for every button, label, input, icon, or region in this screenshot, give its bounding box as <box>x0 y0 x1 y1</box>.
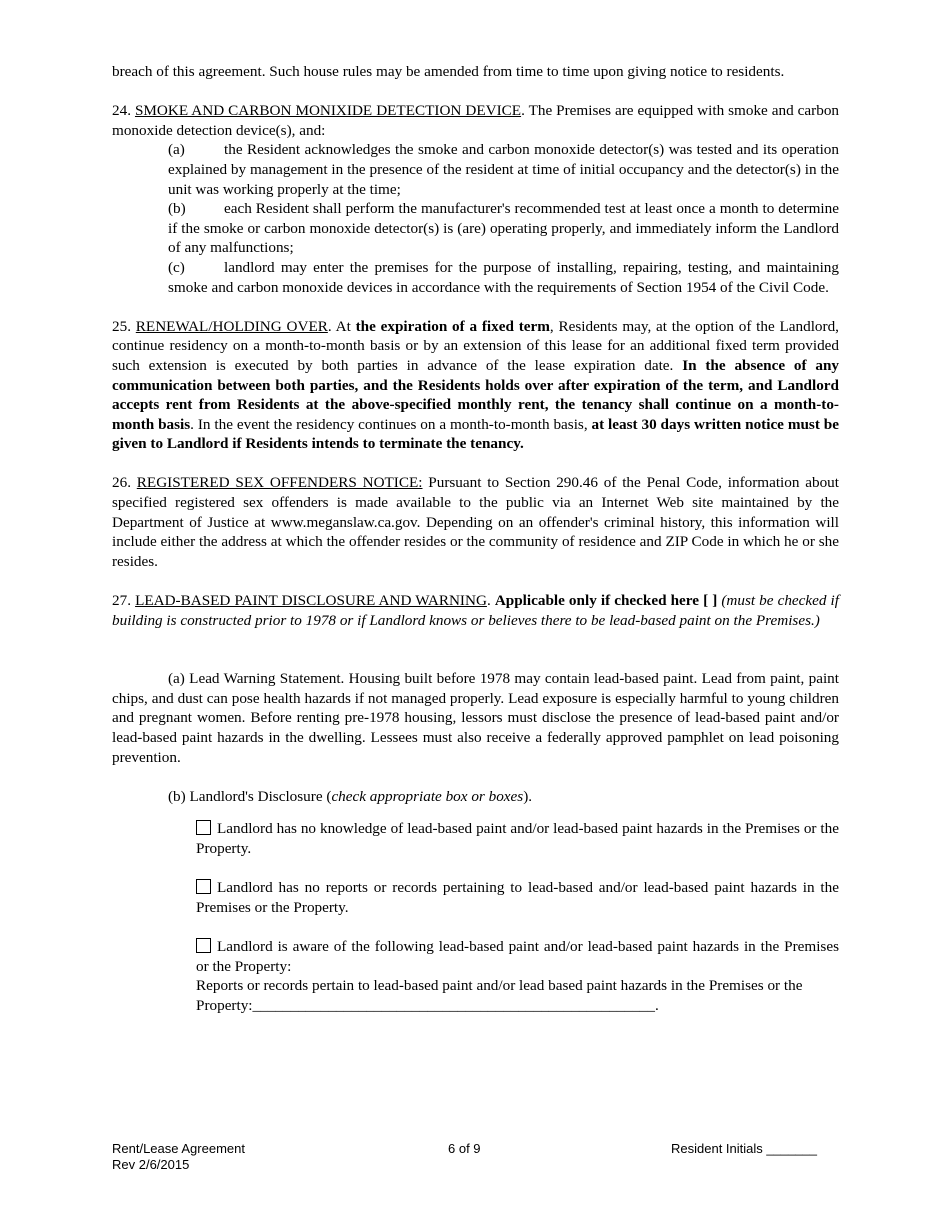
disclosure-label-end: ). <box>523 787 533 805</box>
section-24-item-a <box>168 140 839 199</box>
section-25 <box>112 317 839 454</box>
footer-left <box>112 1141 245 1173</box>
section-25-heading: RENEWAL/HOLDING OVER <box>135 317 328 335</box>
section-26-text: Pursuant to Section 290.46 of the Penal Code, information about specified registered sex offenders is made available to the public via an Internet Web site maintained by the Department of Justice at www.meganslaw.ca.gov. Depending on an offender's criminal history, this information will include either the address at which the offender resides or the community of residence and ZIP Code in which he or she resides. <box>112 474 839 570</box>
intro-paragraph: breach of this agreement. Such house rules may be amended from time to time upon giving notice to residents. <box>112 63 785 80</box>
landlord-disclosure-label <box>168 787 839 807</box>
lead-warning-statement: (a) Lead Warning Statement. Housing built before 1978 may contain lead-based paint. Lead from paint, paint chips, and dust can pose health hazards if not managed properly. Lead exposure is especially harmful to young children and pregnant women. Before renting pre-1978 housing, lessors must disclose the presence of lead-based paint and/or lead-based paint hazards in the dwelling. Lessees must also receive a federally approved pamphlet on lead poisoning prevention. <box>112 670 839 766</box>
section-25-bold-2: In the absence of any communication between both parties, and the Residents holds over after expiration of the term, and Landlord accepts rent from Residents at the above-specified monthly rent, the tenancy shall continue on a month-to-month basis <box>112 356 840 433</box>
section-25-bold-3: at least 30 days written notice must be given to Landlord if Residents intends to terminate the tenancy. <box>112 415 839 453</box>
item-b-text: each Resident shall perform the manufacturer's recommended test at least once a month to determine if the smoke or carbon monoxide detector(s) is (are) operating properly, and immediately inform the Landlord of any malfunctions; <box>168 200 839 257</box>
section-24-item-c <box>168 258 839 297</box>
footer-resident-initials: Resident Initials _______ <box>671 1141 817 1156</box>
section-24-lead: . The Premises are equipped with smoke and carbon monoxide detection device(s), and: <box>112 102 840 139</box>
section-24-heading: SMOKE AND CARBON MONIXIDE DETECTION DEVICE <box>134 102 522 120</box>
disclosure-label-italic: check appropriate box or boxes <box>331 787 524 805</box>
item-c-text: landlord may enter the premises for the purpose of installing, repairing, testing, and maintaining smoke and carbon monoxide devices in accordance with the requirements of Section 1954 of the Civil Code. <box>168 258 839 296</box>
disclosure-option-2 <box>196 878 839 917</box>
section-25-text-2: , Residents may, at the option of the Landlord, continue residency on a month-to-month basis or by an extension of this lease for an additional fixed term provided such extension is executed by both parties in advance of the lease expiration date. <box>112 317 839 374</box>
footer-doc-title: Rent/Lease Agreement <box>112 1141 245 1156</box>
section-27-note: (must be checked if building is constructed prior to 1978 or if Landlord knows or believes there to be lead-based paint on the Premises.) <box>112 592 839 629</box>
option-1-checkbox[interactable] <box>196 820 211 835</box>
footer-revision: Rev 2/6/2015 <box>112 1157 190 1172</box>
disclosure-label-text: (b) Landlord's Disclosure ( <box>168 787 332 805</box>
item-b-label: (b) <box>168 200 186 218</box>
item-c-label: (c) <box>168 258 185 276</box>
item-a-text: the Resident acknowledges the smoke and carbon monoxide detector(s) was tested and its operation explained by management in the presence of the resident at time of initial occupancy and the detector(s) in the unit was working properly at the time; <box>168 141 839 198</box>
section-27-heading: LEAD-BASED PAINT DISCLOSURE AND WARNING <box>135 592 487 610</box>
section-25-number: 25. <box>112 317 131 335</box>
section-25-text-1: . At <box>327 317 356 335</box>
option-3-checkbox[interactable] <box>196 938 211 953</box>
section-26 <box>112 473 839 571</box>
section-27 <box>112 591 839 630</box>
applicable-checkbox-text: Applicable only if checked here [ ] <box>494 592 718 610</box>
document-page <box>112 62 839 1015</box>
reports-line: Reports or records pertain to lead-based paint and/or lead based paint hazards in the Premises or the Property:_____________________________________________________. <box>196 977 803 1014</box>
footer-page-number: 6 of 9 <box>448 1141 481 1156</box>
section-24-item-b <box>168 199 839 258</box>
section-26-number: 26. <box>112 474 131 492</box>
section-24-intro <box>112 101 839 140</box>
disclosure-option-1 <box>196 819 839 858</box>
section-27-separator: . <box>486 592 495 610</box>
option-2-text: Landlord has no reports or records pertaining to lead-based and/or lead-based paint hazards in the Premises or the Property. <box>196 879 839 916</box>
section-25-text-3: . In the event the residency continues on a month-to-month basis, <box>190 415 592 433</box>
item-a-label: (a) <box>168 141 185 159</box>
section-24-number: 24. <box>112 102 131 120</box>
disclosure-option-3 <box>196 937 839 976</box>
section-25-bold-1: the expiration of a fixed term <box>355 317 550 335</box>
option-1-text: Landlord has no knowledge of lead-based paint and/or lead-based paint hazards in the Premises or the Property. <box>196 820 839 857</box>
option-2-checkbox[interactable] <box>196 879 211 894</box>
option-3-text: Landlord is aware of the following lead-based paint and/or lead-based paint hazards in the Premises or the Property: <box>196 937 839 975</box>
section-26-heading: REGISTERED SEX OFFENDERS NOTICE: <box>136 474 423 492</box>
section-27-number: 27. <box>112 592 131 610</box>
